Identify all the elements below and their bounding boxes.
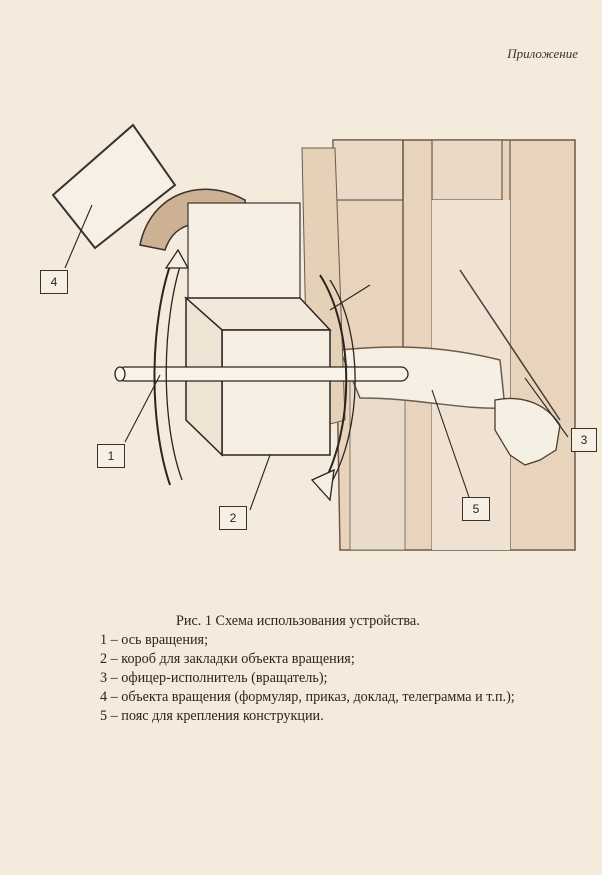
caption-item: 5 – пояс для крепления конструкции.: [100, 708, 324, 724]
label-4: 4: [40, 270, 68, 294]
label-5: 5: [462, 497, 490, 521]
caption-title: Рис. 1 Схема использования устройства.: [176, 613, 420, 629]
officer-figure: [333, 140, 575, 550]
page-header: Приложение: [507, 46, 578, 61]
label-1: 1: [97, 444, 125, 468]
caption-item: 3 – офицер-исполнитель (вращатель);: [100, 670, 328, 686]
caption-item: 4 – объекта вращения (формуляр, приказ, доклад, телеграмма и т.п.);: [100, 689, 515, 705]
figure-caption: [100, 612, 580, 726]
label-3: 3: [571, 428, 597, 452]
rotation-axis: [115, 367, 408, 381]
caption-item: 2 – короб для закладки объекта вращения;: [100, 651, 355, 667]
caption-item: 1 – ось вращения;: [100, 632, 209, 648]
label-2: 2: [219, 506, 247, 530]
